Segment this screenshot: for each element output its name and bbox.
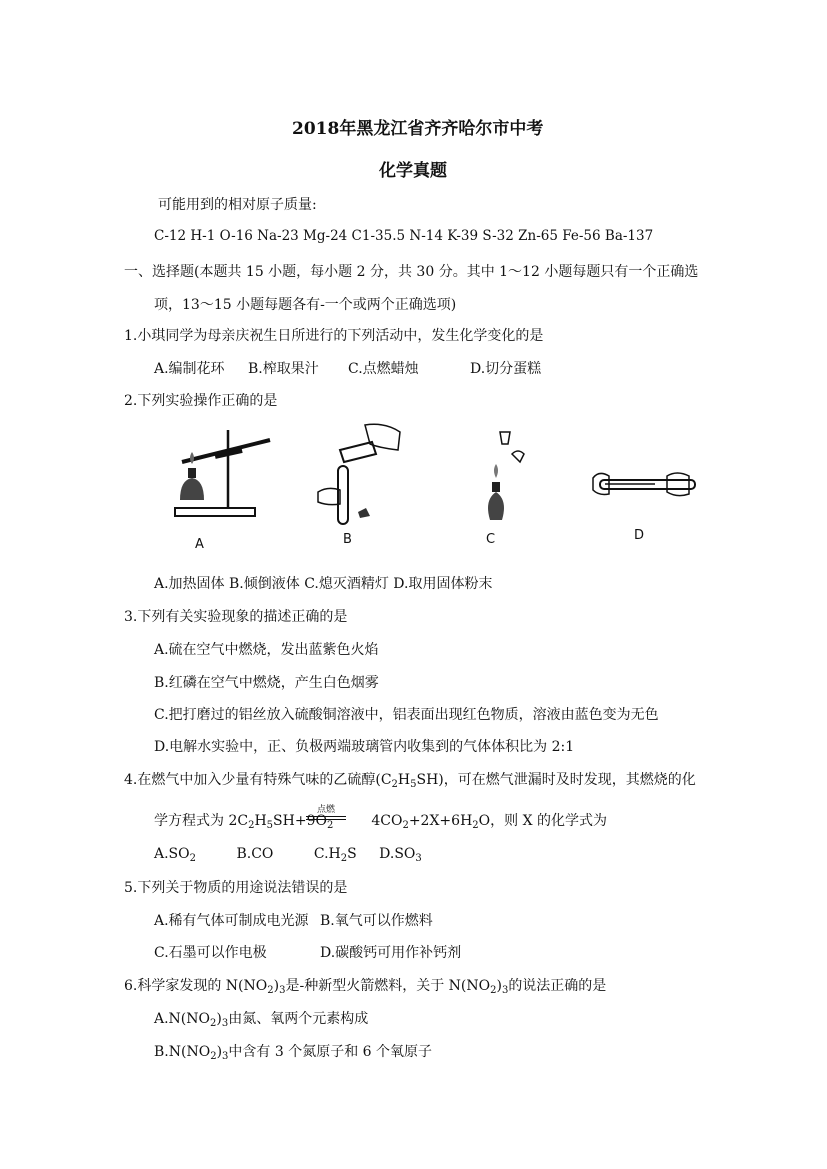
- intro-text: 可能用到的相对原子质量:: [158, 197, 317, 213]
- page-subtitle: 化学真题: [379, 161, 447, 181]
- q3-stem: 3.下列有关实验现象的描述正确的是: [124, 609, 348, 625]
- section-heading-line1: 一、选择题(本题共 15 小题，每小题 2 分，共 30 分。其中 1～12 小题每题只有一个正确选: [124, 264, 699, 280]
- atomic-masses: C-12 H-1 O-16 Na-23 Mg-24 C1-35.5 N-14 K-39 S-32 Zn-65 Fe-56 Ba-137: [154, 228, 654, 244]
- section-heading-line2: 项，13～15 小题每题各有-一个或两个正确选项): [154, 297, 457, 313]
- figure-label-c: C: [486, 532, 496, 547]
- page-title: 2018年黑龙江省齐齐哈尔市中考: [292, 119, 544, 139]
- q6-stem: 6.科学家发现的 $N(NO_2)_3$是-种新型火箭燃料，关于 $N(NO_2)_3$的说法正确的是: [124, 978, 607, 996]
- q5-option-c: C.石墨可以作电极: [154, 945, 267, 961]
- q5-option-a: A.稀有气体可制成电光源: [154, 913, 309, 929]
- heating-apparatus-illustration: [160, 420, 300, 530]
- figure-label-b: B: [343, 532, 352, 547]
- q5-stem: 5.下列关于物质的用途说法错误的是: [124, 880, 348, 896]
- test-tube-powder-illustration: [585, 420, 705, 530]
- q1-stem: 1.小琪同学为母亲庆祝生日所进行的下列活动中，发生化学变化的是: [124, 328, 544, 344]
- pouring-liquid-illustration: [310, 420, 410, 530]
- q5-option-d: D.碳酸钙可用作补钙剂: [320, 945, 462, 961]
- q4-stem: 4.在燃气中加入少量有特殊气味的乙硫醇$(C_2H_5SH)$，可在燃气泄漏时及时发现，其燃烧的化: [124, 772, 696, 790]
- q2-figure: [160, 420, 700, 555]
- equals-sign: [306, 816, 346, 820]
- q3-option-c: C.把打磨过的铝丝放入硫酸铜溶液中，铝表面出现红色物质，溶液由蓝色变为无色: [154, 707, 659, 723]
- q1-option-b: B.榨取果汁: [248, 361, 319, 377]
- q3-option-b: B.红磷在空气中燃烧，产生白色烟雾: [154, 675, 379, 691]
- condition-text: 点燃: [316, 805, 335, 815]
- q4-options: $A.SO_2$ B.CO $C.H_2S$ $D.SO_3$: [154, 846, 422, 864]
- alcohol-lamp-illustration: [470, 420, 560, 530]
- q2-options: A.加热固体 B.倾倒液体 C.熄灭酒精灯 D.取用固体粉末: [154, 576, 493, 592]
- q3-option-d: D.电解水实验中，正、负极两端玻璃管内收集到的气体体积比为 2:1: [154, 739, 575, 755]
- q1-option-a: A.编制花环: [154, 361, 225, 377]
- q3-option-a: A.硫在空气中燃烧，发出蓝紫色火焰: [154, 642, 379, 658]
- figure-label-a: A: [195, 537, 204, 552]
- q6-option-a: $A.N(NO_2)_3$由氮、氧两个元素构成: [154, 1011, 369, 1029]
- q6-option-b: $B.N(NO_2)_3$中含有 3 个氮原子和 6 个氧原子: [154, 1044, 433, 1062]
- q2-stem: 2.下列实验操作正确的是: [124, 393, 278, 409]
- reaction-condition: [306, 806, 346, 822]
- q1-option-d: D.切分蛋糕: [470, 361, 542, 377]
- q5-option-b: B.氧气可以作燃料: [320, 913, 433, 929]
- q4-equation: 学方程式为 $2C_2H_5SH+9O_2$ $4CO_2+2X+6H_2O$，则 X 的化学式为: [154, 813, 608, 831]
- figure-label-d: D: [634, 528, 645, 543]
- q1-option-c: C.点燃蜡烛: [348, 361, 419, 377]
